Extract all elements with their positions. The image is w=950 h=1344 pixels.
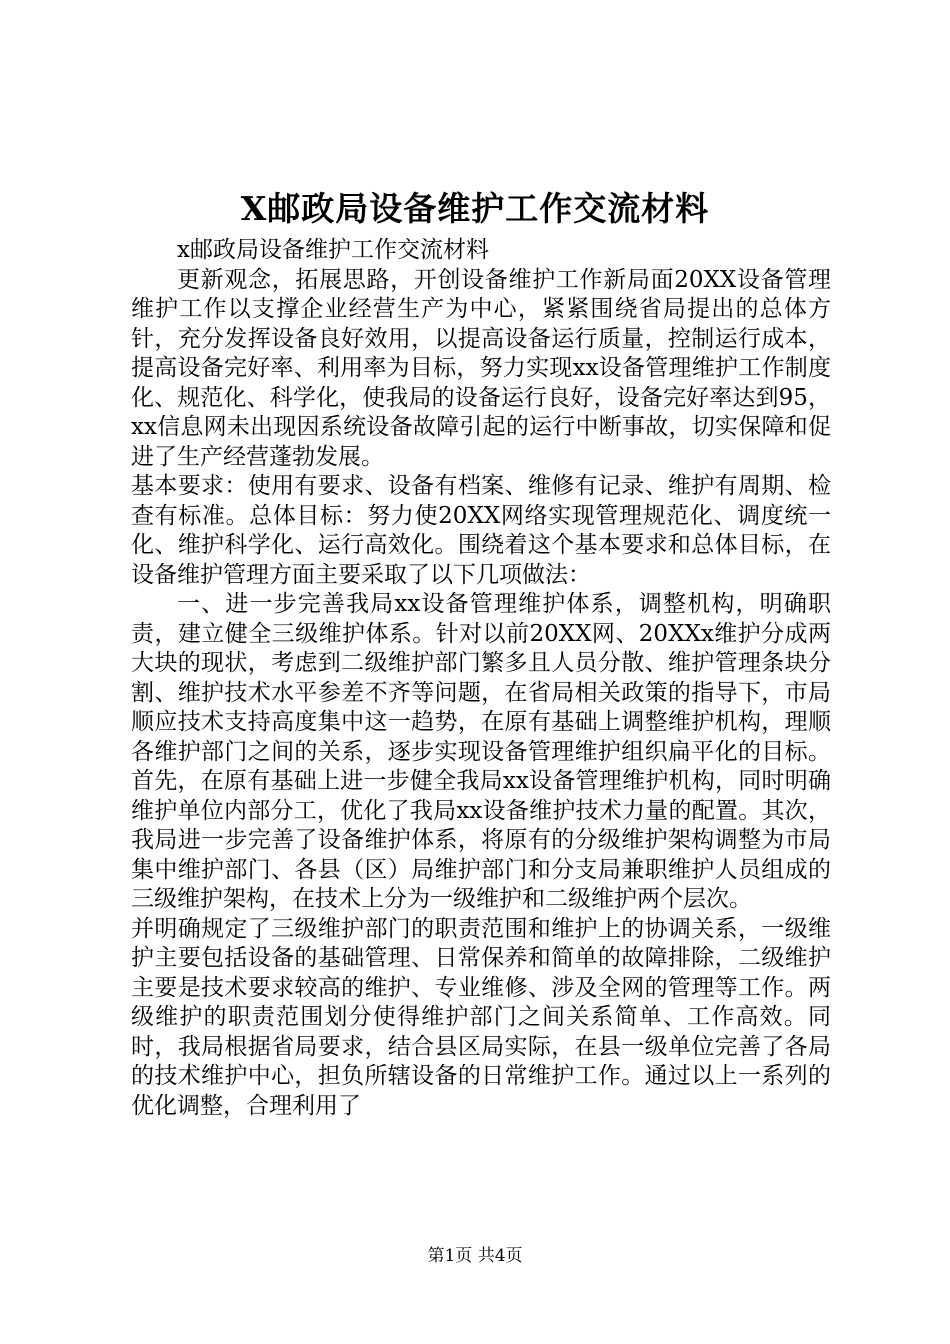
- page-number-footer: 第1页 共4页: [427, 1246, 523, 1266]
- body-paragraph: 更新观念，拓展思路，开创设备维护工作新局面20XX设备管理维护工作以支撑企业经营生产为中心，紧紧围绕省局提出的总体方针，充分发挥设备良好效用，以提高设备运行质量，控制运行成本，提高设备完好率、利用率为目标，努力实现xx设备管理维护工作制度化、规范化、科学化，使我局的设备运行良好，设备完好率达到95，xx信息网未出现因系统设备故障引起的运行中断事故，切实保障和促进了生产经营蓬勃发展。: [131, 266, 831, 470]
- document-body: [131, 236, 831, 1121]
- subtitle-paragraph: x邮政局设备维护工作交流材料: [177, 237, 489, 263]
- document-title: X邮政局设备维护工作交流材料: [240, 189, 710, 228]
- body-paragraph: 基本要求：使用有要求、设备有档案、维修有记录、维护有周期、检查有标准。总体目标：努力使20XX网络实现管理规范化、调度统一化、维护科学化、运行高效化。围绕着这个基本要求和总体目标，在设备维护管理方面主要采取了以下几项做法：: [131, 473, 831, 588]
- body-paragraph: 一、进一步完善我局xx设备管理维护体系，调整机构，明确职责，建立健全三级维护体系。针对以前20XX网、20XXx维护分成两大块的现状，考虑到二级维护部门繁多且人员分散、维护管理条块分割、维护技术水平参差不齐等问题，在省局相关政策的指导下，市局顺应技术支持高度集中这一趋势，在原有基础上调整维护机构，理顺各维护部门之间的关系，逐步实现设备管理维护组织扁平化的目标。首先，在原有基础上进一步健全我局xx设备管理维护机构，同时明确维护单位内部分工，优化了我局xx设备维护技术力量的配置。其次，我局进一步完善了设备维护体系，将原有的分级维护架构调整为市局集中维护部门、各县（区）局维护部门和分支局兼职维护人员组成的三级维护架构，在技术上分为一级维护和二级维护两个层次。: [131, 591, 831, 912]
- body-paragraph: 并明确规定了三级维护部门的职责范围和维护上的协调关系，一级维护主要包括设备的基础管理、日常保养和简单的故障排除，二级维护主要是技术要求较高的维护、专业维修、涉及全网的管理等工作。两级维护的职责范围划分使得维护部门之间关系简单、工作高效。同时，我局根据省局要求，结合县区局实际，在县一级单位完善了各局的技术维护中心，担负所辖设备的日常维护工作。通过以上一系列的优化调整，合理利用了: [131, 915, 831, 1119]
